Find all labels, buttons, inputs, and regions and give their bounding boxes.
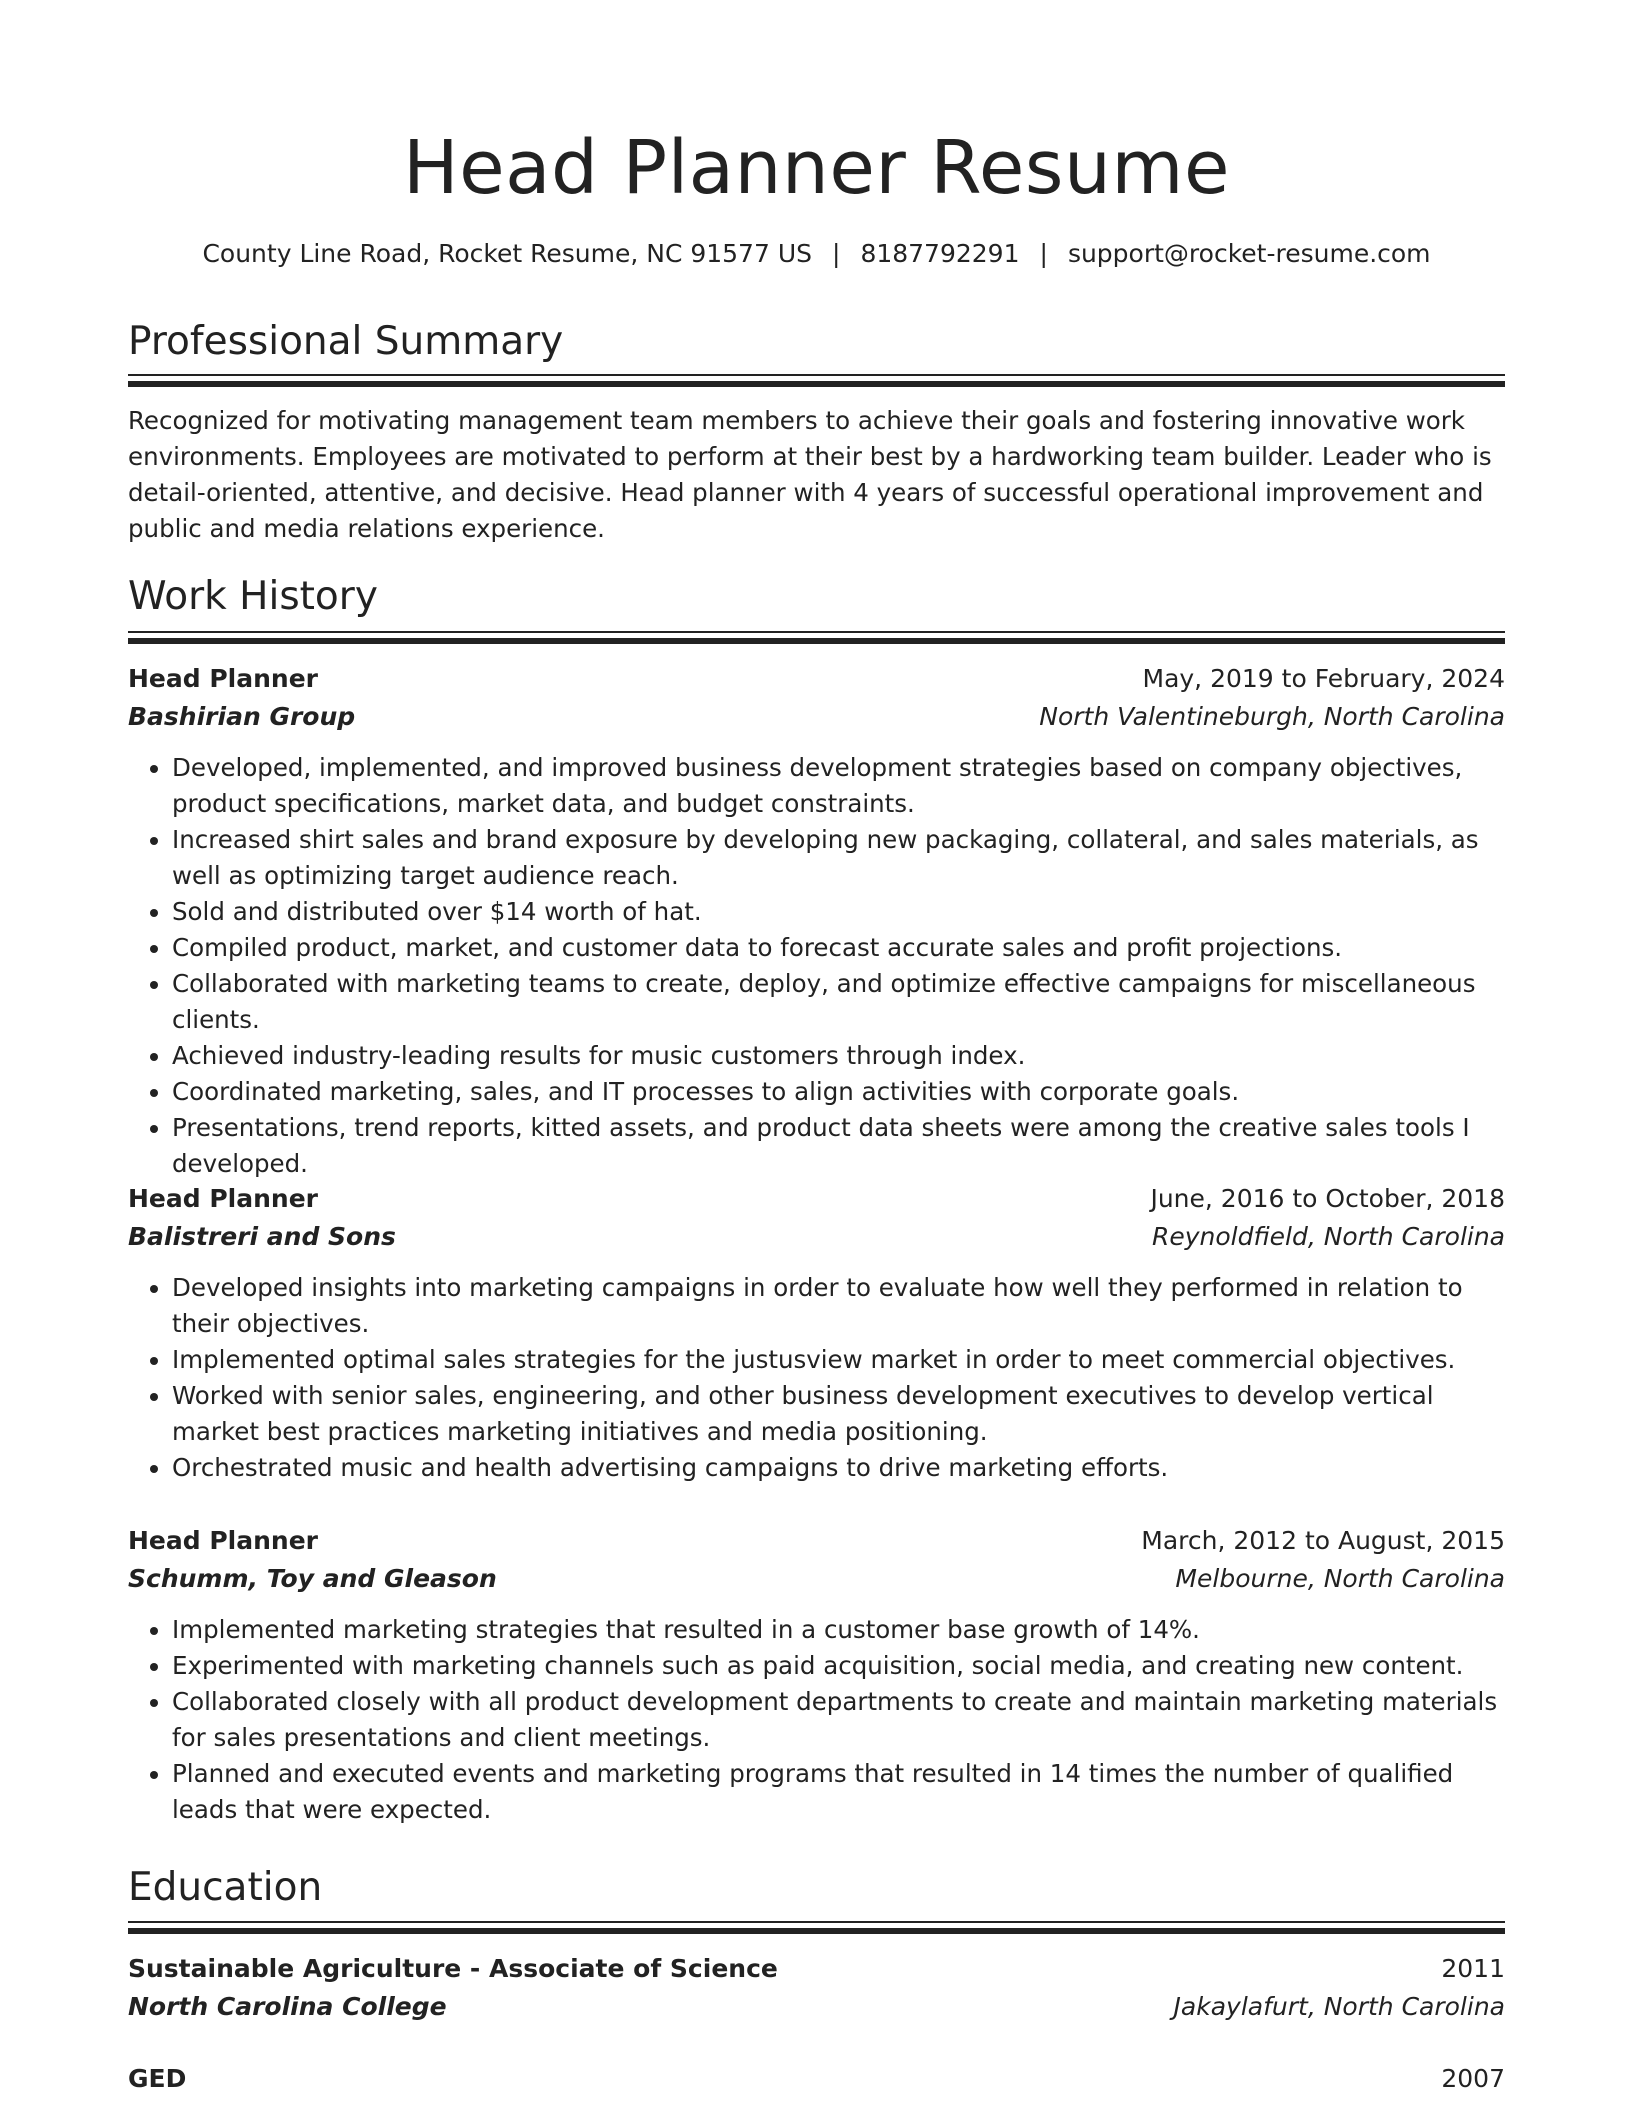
- contact-phone: 8187792291: [860, 239, 1020, 268]
- job-company: Schumm, Toy and Gleason: [128, 1564, 497, 1593]
- job-location: North Valentineburgh, North Carolina: [1039, 702, 1505, 731]
- section-heading-summary: Professional Summary: [128, 319, 564, 364]
- resume-title: Head Planner Resume: [402, 125, 1230, 211]
- education-entry: [128, 1950, 1505, 2026]
- job-bullets: [128, 1612, 1505, 1828]
- contact-separator: |: [832, 239, 841, 268]
- job-location: Melbourne, North Carolina: [1175, 1564, 1505, 1593]
- job-bullet: • Coordinated marketing, sales, and IT processes to align activities with corporate goals.: [172, 1074, 1505, 1110]
- job-location: Reynoldfield, North Carolina: [1151, 1222, 1505, 1251]
- job-bullet: • Implemented optimal sales strategies for the justusview market in order to meet commercial objectives.: [172, 1342, 1505, 1378]
- job-company: Bashirian Group: [128, 702, 356, 731]
- job-entry: [128, 1180, 1505, 1486]
- job-bullet: • Collaborated with marketing teams to create, deploy, and optimize effective campaigns for miscellaneous clients.: [172, 966, 1505, 1038]
- job-bullet: • Implemented marketing strategies that resulted in a customer base growth of 14%.: [172, 1612, 1505, 1648]
- job-bullet: • Collaborated closely with all product development departments to create and maintain marketing materials for sales presentations and client meetings.: [172, 1684, 1505, 1756]
- job-role: Head Planner: [128, 1526, 318, 1555]
- education-school: North Carolina College: [128, 1992, 447, 2021]
- education-degree: GED: [128, 2064, 187, 2093]
- contact-line: [128, 236, 1505, 272]
- job-dates: March, 2012 to August, 2015: [1141, 1526, 1505, 1555]
- job-company: Balistreri and Sons: [128, 1222, 396, 1251]
- section-divider: [128, 374, 1505, 384]
- job-dates: June, 2016 to October, 2018: [1150, 1184, 1505, 1213]
- job-role: Head Planner: [128, 664, 318, 693]
- contact-email: support@rocket-resume.com: [1067, 239, 1431, 268]
- job-bullet: • Planned and executed events and marketing programs that resulted in 14 times the number of qualified leads that were expected.: [172, 1756, 1505, 1828]
- job-role: Head Planner: [128, 1184, 318, 1213]
- education-location: Jakaylafurt, North Carolina: [1173, 1992, 1505, 2021]
- section-divider: [128, 1921, 1505, 1931]
- job-entry: [128, 660, 1505, 1182]
- job-bullet: • Orchestrated music and health advertising campaigns to drive marketing efforts.: [172, 1450, 1505, 1486]
- education-year: 2011: [1441, 1954, 1505, 1983]
- contact-address: County Line Road, Rocket Resume, NC 91577 US: [202, 239, 812, 268]
- job-bullets: [128, 1270, 1505, 1486]
- section-heading-education: Education: [128, 1865, 323, 1910]
- job-bullet: • Achieved industry-leading results for music customers through index.: [172, 1038, 1505, 1074]
- job-bullet: • Compiled product, market, and customer data to forecast accurate sales and profit projections.: [172, 930, 1505, 966]
- job-bullet: • Developed, implemented, and improved business development strategies based on company objectives, product specifications, market data, and budget constraints.: [172, 750, 1505, 822]
- section-heading-work-history: Work History: [128, 574, 378, 619]
- contact-separator: |: [1039, 239, 1048, 268]
- section-divider: [128, 631, 1505, 641]
- education-year: 2007: [1441, 2064, 1505, 2093]
- education-degree: Sustainable Agriculture - Associate of Science: [128, 1954, 778, 1983]
- summary-text: Recognized for motivating management team members to achieve their goals and fostering innovative work environments. Employees are motivated to perform at their best by a hardworking team builder. Leader who is detail-oriented, attentive, and decisive. Head planner with 4 years of successful operational improvement and public and media relations experience.: [128, 406, 1492, 543]
- job-bullet: • Presentations, trend reports, kitted assets, and product data sheets were among the creative sales tools I developed.: [172, 1110, 1505, 1182]
- job-bullets: [128, 750, 1505, 1182]
- job-entry: [128, 1522, 1505, 1828]
- job-dates: May, 2019 to February, 2024: [1142, 664, 1505, 693]
- job-bullet: • Experimented with marketing channels such as paid acquisition, social media, and creating new content.: [172, 1648, 1505, 1684]
- job-bullet: • Developed insights into marketing campaigns in order to evaluate how well they performed in relation to their objectives.: [172, 1270, 1505, 1342]
- job-bullet: • Increased shirt sales and brand exposure by developing new packaging, collateral, and sales materials, as well as optimizing target audience reach.: [172, 822, 1505, 894]
- education-entry: [128, 2060, 1505, 2098]
- job-bullet: • Worked with senior sales, engineering, and other business development executives to develop vertical market best practices marketing initiatives and media positioning.: [172, 1378, 1505, 1450]
- job-bullet: • Sold and distributed over $14 worth of hat.: [172, 894, 1505, 930]
